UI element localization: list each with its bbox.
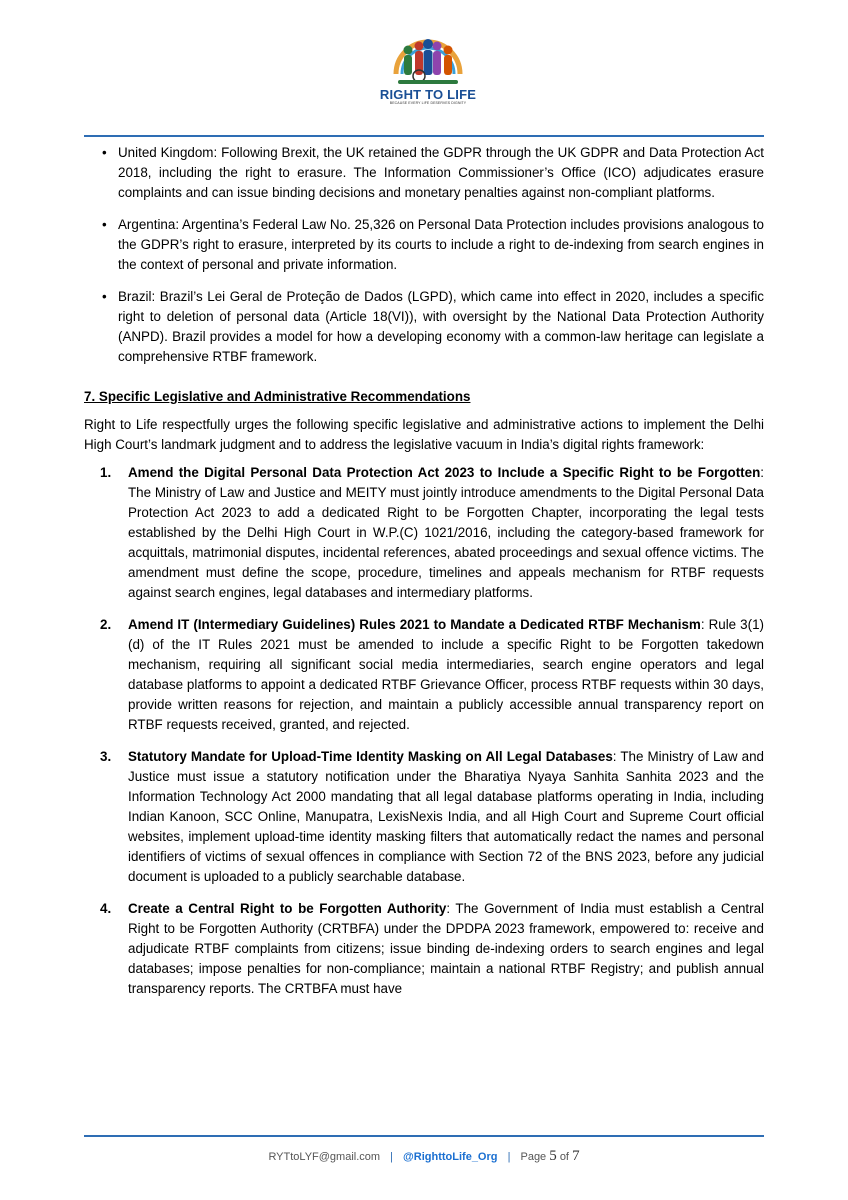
country-bullet-list	[84, 143, 764, 367]
logo-people-icon	[388, 24, 468, 86]
recommendation-number: 3.	[100, 749, 112, 764]
header-divider	[84, 135, 764, 137]
recommendation-title: Statutory Mandate for Upload-Time Identity Masking on All Legal Databases	[128, 749, 613, 764]
bullet-icon: •	[102, 145, 107, 160]
page-footer	[0, 1148, 848, 1165]
recommendation-number: 4.	[100, 901, 112, 916]
footer-divider	[84, 1135, 764, 1137]
bullet-icon: •	[102, 289, 107, 304]
recommendations-list	[84, 463, 764, 999]
brand-tagline: BECAUSE EVERY LIFE DESERVES DIGNITY	[389, 101, 467, 105]
list-item	[84, 899, 764, 999]
recommendation-number: 1.	[100, 465, 112, 480]
page-total: 7	[572, 1148, 580, 1164]
bullet-icon: •	[102, 217, 107, 232]
bullet-text: Brazil: Brazil’s Lei Geral de Proteção de Dados (LGPD), which came into effect in 2020, includes a specific right to deletion of personal data (Article 18(VI)), with oversight by the National Data Protection Authority (ANPD). Brazil provides a model for how a developing economy with a common-law heritage can legislate a comprehensive RTBF framework.	[118, 289, 764, 364]
recommendation-body: : The Government of India must establish a Central Right to be Forgotten Authority (CRTBFA) under the DPDPA 2023 framework, empowered to: receive and adjudicate RTBF complaints from citizens; issue binding de-indexing orders to search engines and legal databases; impose penalties for non-compliance; maintain a national RTBF Registry; and publish annual transparency reports. The CRTBFA must have	[128, 901, 764, 996]
bullet-text: Argentina: Argentina’s Federal Law No. 25,326 on Personal Data Protection includes provisions analogous to the GDPR’s right to erasure, interpreted by its courts to include a right to de-indexing from search engines in the context of personal and private information.	[118, 217, 764, 272]
recommendation-body: : The Ministry of Law and Justice must issue a statutory notification under the Bharatiya Nyaya Sanhita Sanhita 2023 and the Information Technology Act 2000 mandating that all legal database platforms operating in India, including Indian Kanoon, SCC Online, Manupatra, LexisNexis India, and all High Court and Supreme Court official websites, implement upload-time identity masking filters that automatically redact the names and personal identifiers of victims of sexual offences in compliance with Section 72 of the BNS 2023, before any judicial document is uploaded to a publicly searchable database.	[128, 749, 764, 884]
footer-separator: |	[507, 1151, 511, 1163]
recommendation-body: : Rule 3(1)(d) of the IT Rules 2021 must be amended to include a specific Right to be Forgotten takedown mechanism, requiring all significant social media intermediaries, search engine operators and legal database platforms to appoint a dedicated RTBF Grievance Officer, process RTBF requests within 30 days, provide written reasons for rejection, and maintain a publicly accessible annual transparency report on RTBF requests received, granted, and rejected.	[128, 617, 764, 732]
section-heading: 7. Specific Legislative and Administrative Recommendations	[84, 389, 471, 404]
list-item	[84, 615, 764, 735]
brand-name: RIGHT TO LIFE	[379, 87, 477, 102]
list-item	[84, 287, 764, 367]
recommendation-body: : The Ministry of Law and Justice and MEITY must jointly introduce amendments to the Digital Personal Data Protection Act 2023 to add a dedicated Right to be Forgotten Chapter, incorporating the legal tests established by the Delhi High Court in W.P.(C) 1021/2016, including the category-based framework for acquittals, matrimonial disputes, incidental references, abated proceedings and sexual offence victims. The amendment must define the scope, procedure, timelines and appeals mechanism for RTBF requests against search engines, legal databases and intermediary platforms.	[128, 465, 764, 600]
bullet-text: United Kingdom: Following Brexit, the UK retained the GDPR through the UK GDPR and Data Protection Act 2018, including the right to erasure. The Information Commissioner’s Office (ICO) adjudicates erasure complaints and can issue binding decisions and monetary penalties against non-compliant platforms.	[118, 145, 764, 200]
section-intro: Right to Life respectfully urges the following specific legislative and administrative actions to implement the Delhi High Court’s landmark judgment and to address the legislative vacuum in India’s digital rights framework:	[84, 417, 764, 452]
recommendation-number: 2.	[100, 617, 112, 632]
list-item	[84, 143, 764, 203]
footer-social-handle[interactable]: @RighttoLife_Org	[403, 1151, 498, 1163]
recommendation-title: Create a Central Right to be Forgotten Authority	[128, 901, 447, 916]
page-label: Page	[520, 1151, 547, 1163]
list-item	[84, 747, 764, 887]
recommendation-title: Amend the Digital Personal Data Protection Act 2023 to Include a Specific Right to be Forgotten	[128, 465, 761, 480]
page-of-label: of	[559, 1151, 569, 1163]
footer-separator: |	[390, 1151, 393, 1163]
document-body	[84, 143, 764, 1011]
right-to-life-logo	[378, 24, 478, 124]
page-number: 5	[549, 1148, 557, 1164]
list-item	[84, 463, 764, 603]
footer-email[interactable]: RYTtoLYF@gmail.com	[268, 1151, 381, 1163]
recommendation-title: Amend IT (Intermediary Guidelines) Rules 2021 to Mandate a Dedicated RTBF Mechanism	[128, 617, 701, 632]
list-item	[84, 215, 764, 275]
